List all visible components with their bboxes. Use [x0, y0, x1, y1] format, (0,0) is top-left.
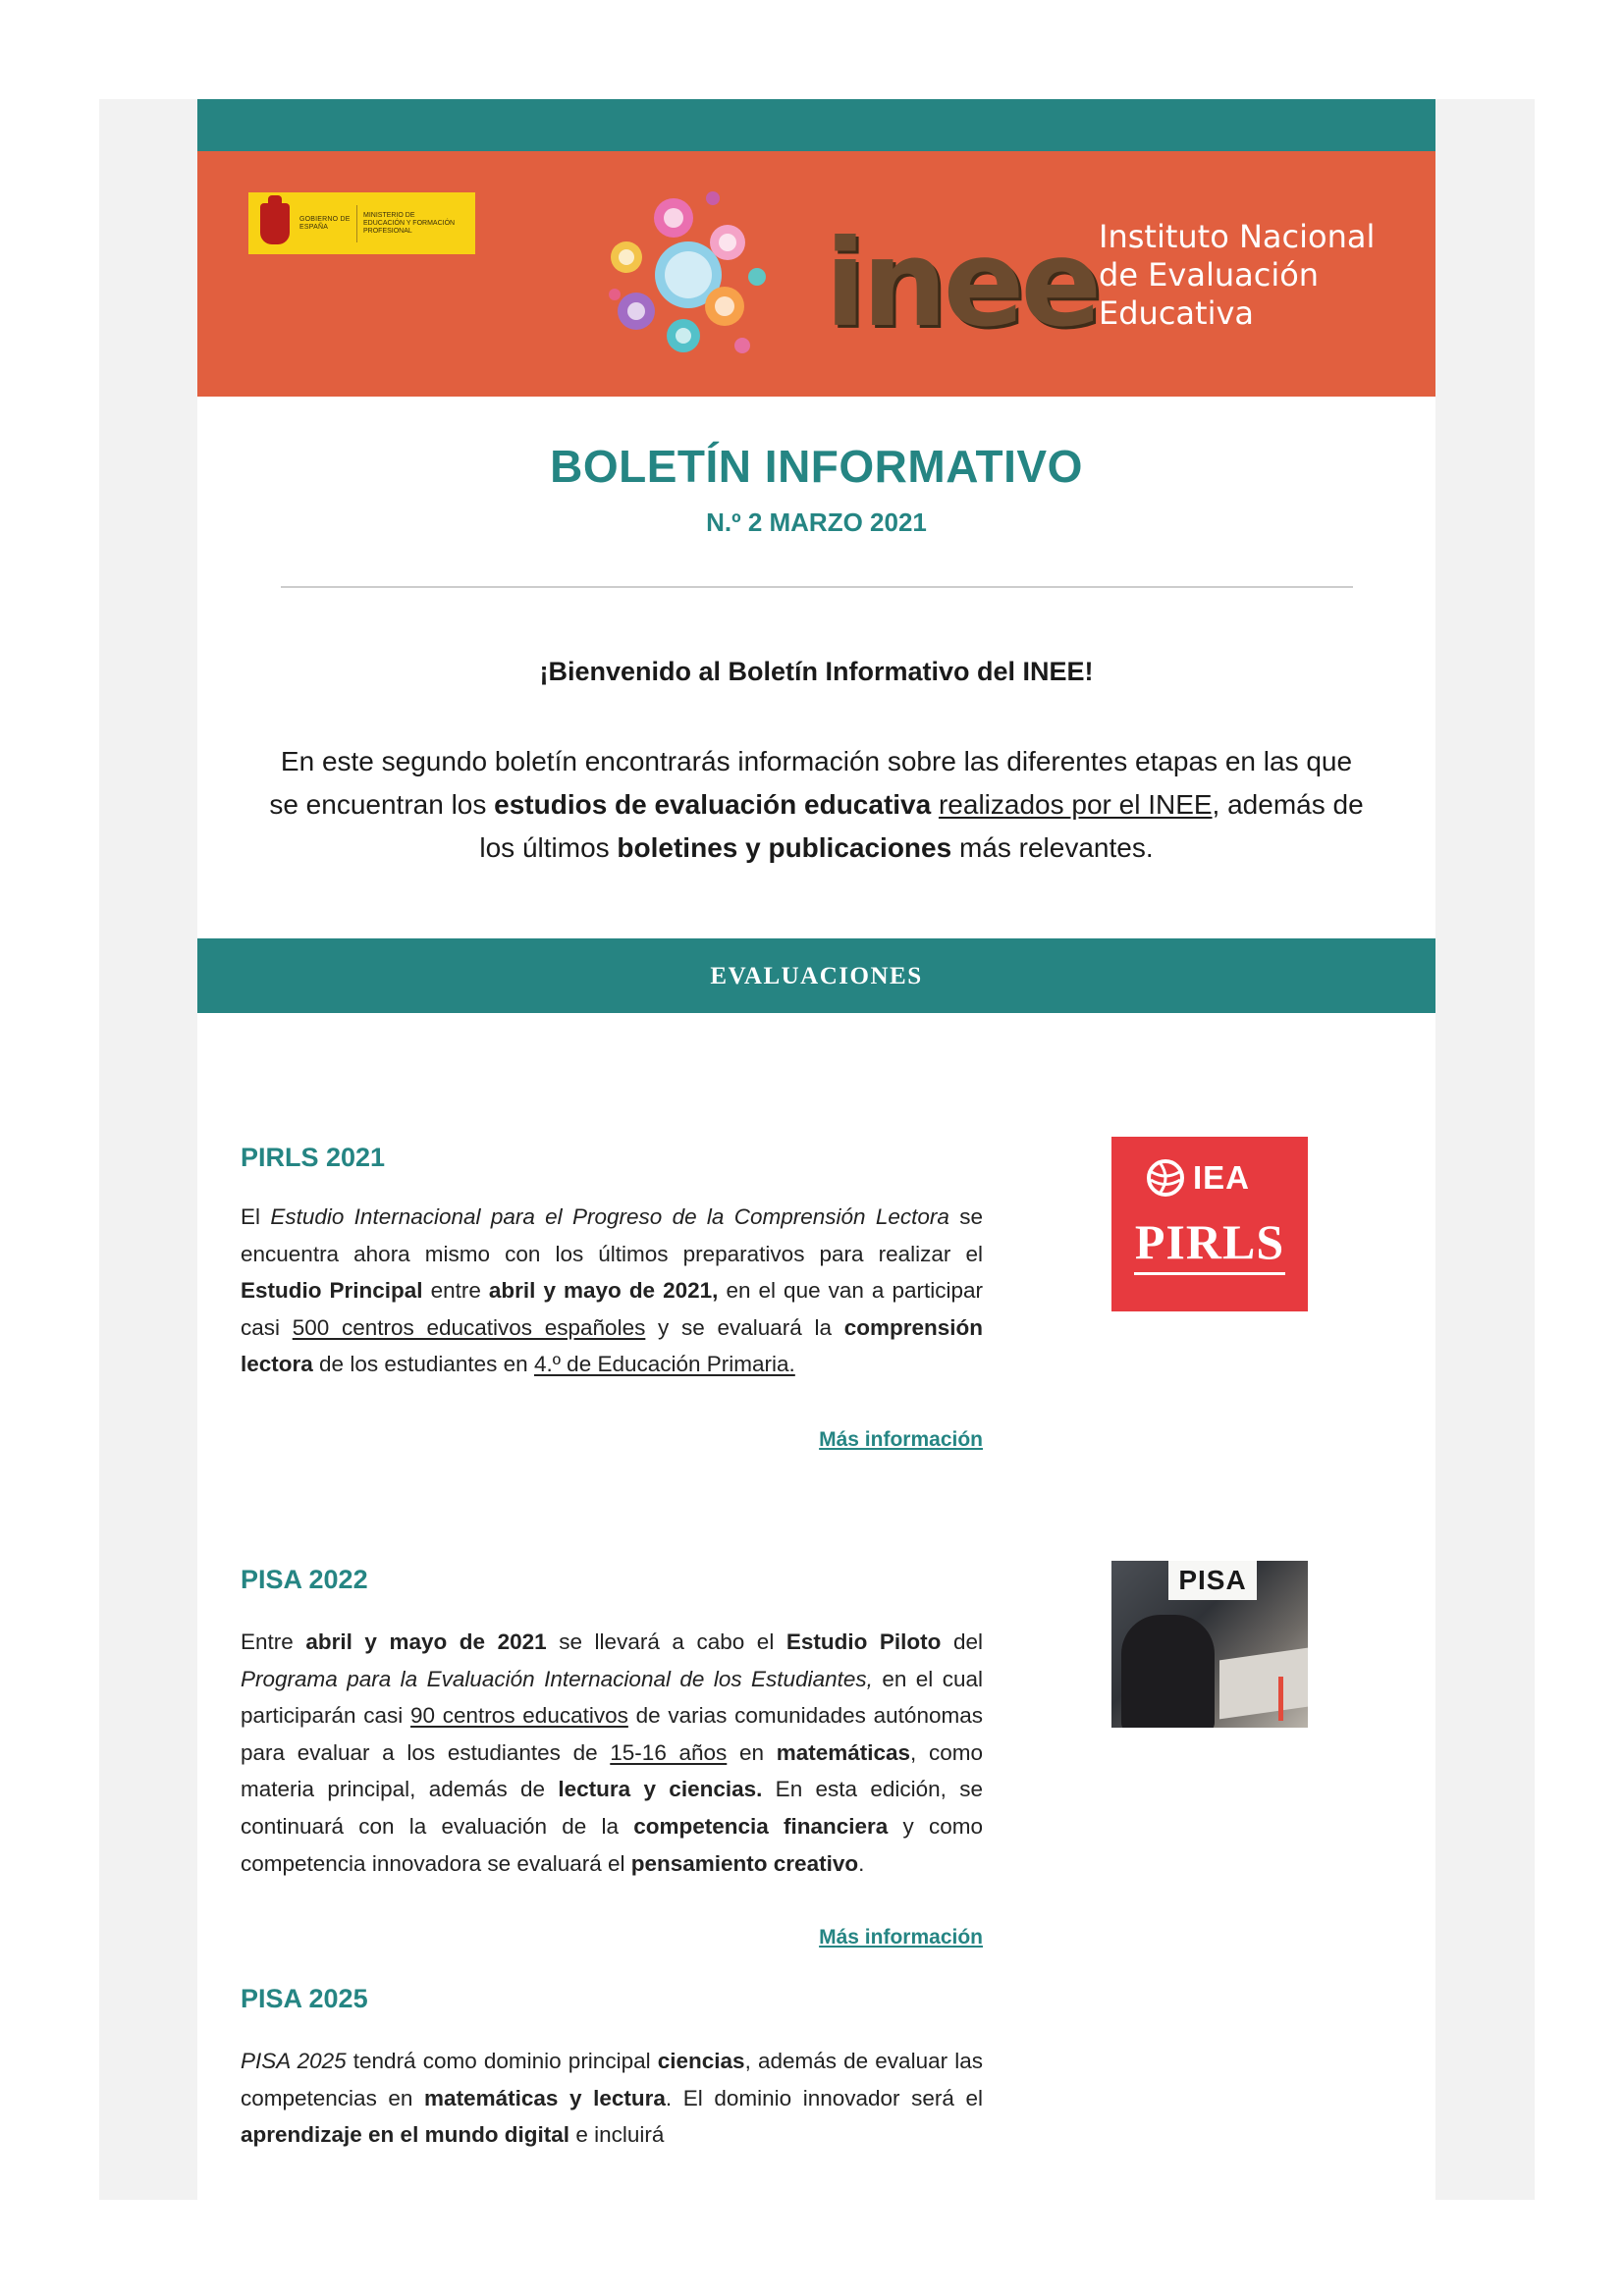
body-bold: Estudio Principal [241, 1278, 423, 1304]
pirls-logo [1111, 1137, 1308, 1311]
government-logo [248, 192, 475, 254]
body-text: y se evaluará la [645, 1314, 844, 1340]
header-divider [281, 586, 1353, 588]
ministry-label: MINISTERIO DE EDUCACIÓN Y FORMACIÓN PROFESIONAL [363, 211, 456, 235]
intro-text [931, 789, 939, 820]
body-underline: 15-16 años [610, 1739, 728, 1765]
gears-icon [605, 188, 772, 360]
body-text: El [241, 1204, 271, 1229]
iea-globe-icon [1146, 1158, 1185, 1198]
body-text: tendrá como dominio principal [346, 2049, 658, 2073]
body-underline: 90 centros educativos [410, 1703, 628, 1729]
body-italic: PISA 2025 [241, 2049, 347, 2073]
body-text: Entre [241, 1629, 306, 1654]
body-text: . [858, 1850, 865, 1876]
pisa-2022-heading: PISA 2022 [241, 1565, 368, 1594]
body-bold: competencia financiera [633, 1813, 889, 1839]
intro-line-1: En este segundo boletín encontrarás información sobre las diferentes etapas en las que [280, 746, 1353, 776]
intro-bold: boletines y publicaciones [617, 832, 952, 863]
body-text: de los estudiantes en [312, 1352, 534, 1377]
pirls-heading: PIRLS 2021 [241, 1143, 386, 1172]
body-bold: abril y mayo de 2021 [305, 1629, 547, 1654]
body-text: En esta edición, se continuará con la evaluación de la [241, 1777, 983, 1839]
pisa-2022-more-info-link[interactable]: Más información [819, 1926, 983, 1949]
body-text: , como materia principal, además de [241, 1739, 983, 1802]
section-header-evaluaciones: EVALUACIONES [197, 938, 1435, 1013]
top-color-band [197, 99, 1435, 151]
body-text: se encuentra ahora mismo con los últimos preparativos para realizar el [241, 1204, 984, 1266]
inee-logo-word: inee [825, 214, 1099, 353]
spain-crest-icon [260, 203, 290, 244]
pisa-photo [1111, 1561, 1308, 1728]
pisa-2022-description [241, 1624, 983, 1882]
intro-text: más relevantes. [951, 832, 1154, 863]
intro-text: se encuentran los [269, 789, 495, 820]
desk-paper [1219, 1648, 1308, 1720]
newsletter-container [197, 99, 1435, 2200]
body-italic: Estudio Internacional para el Progreso de la Comprensión Lectora [270, 1204, 949, 1229]
body-text: en el que van a participar casi [241, 1278, 984, 1340]
body-bold: ciencias [657, 2049, 745, 2073]
pirls-label: PIRLS [1134, 1214, 1285, 1269]
body-bold: Estudio Piloto [785, 1629, 942, 1654]
pirls-description [241, 1199, 983, 1383]
body-bold: abril y mayo de 2021, [488, 1278, 719, 1304]
intro-text: , además de [1212, 789, 1364, 820]
body-bold: pensamiento creativo [630, 1850, 859, 1876]
body-bold: comprensión lectora [241, 1314, 984, 1377]
intro-paragraph [237, 740, 1396, 870]
body-bold: matemáticas y lectura [424, 2085, 666, 2110]
pisa-2025-description [241, 2043, 983, 2154]
body-text: entre [422, 1278, 489, 1304]
iea-label: IEA [1193, 1159, 1251, 1196]
body-text: se llevará a cabo el [546, 1629, 786, 1654]
body-bold: lectura y ciencias. [558, 1777, 763, 1802]
body-italic: Programa para la Evaluación Internacional de los Estudiantes, [241, 1666, 873, 1691]
body-text: en el cual participarán casi [241, 1666, 983, 1729]
inee-full-name: Instituto Nacional de Evaluación Educativa [1099, 218, 1376, 332]
newsletter-title: BOLETÍN INFORMATIVO [550, 441, 1083, 492]
intro-text: los últimos [479, 832, 618, 863]
logo-separator [356, 205, 357, 242]
body-underline: 4.º de Educación Primaria. [533, 1352, 795, 1377]
logo-underline [1134, 1272, 1285, 1275]
government-label: GOBIERNO DE ESPAÑA [299, 215, 351, 231]
issue-label: N.º 2 MARZO 2021 [706, 507, 927, 537]
student-figure [1121, 1615, 1215, 1728]
body-text: del [941, 1629, 984, 1654]
body-text: de varias comunidades autónomas para evaluar a los estudiantes de [241, 1703, 983, 1765]
body-text: y como competencia innovadora se evaluará el [241, 1813, 984, 1876]
welcome-heading: ¡Bienvenido al Boletín Informativo del INEE! [539, 657, 1094, 686]
pisa-card-label: PISA [1168, 1561, 1257, 1600]
body-bold: aprendizaje en el mundo digital [241, 2122, 570, 2148]
pirls-more-info-link[interactable]: Más información [819, 1428, 983, 1451]
body-text: e incluirá [569, 2122, 665, 2148]
body-text: . El dominio innovador será el [665, 2085, 983, 2110]
inee-studies-link[interactable]: realizados por el INEE [938, 789, 1213, 820]
body-text: , además de evaluar las competencias en [241, 2049, 983, 2110]
body-text: en [727, 1739, 777, 1765]
intro-bold: estudios de evaluación educativa [494, 789, 932, 820]
body-bold: matemáticas [776, 1739, 911, 1765]
body-underline: 500 centros educativos españoles [292, 1314, 646, 1340]
header-banner [197, 151, 1435, 397]
pen-shape [1278, 1677, 1283, 1721]
pisa-2025-heading: PISA 2025 [241, 1984, 368, 2013]
